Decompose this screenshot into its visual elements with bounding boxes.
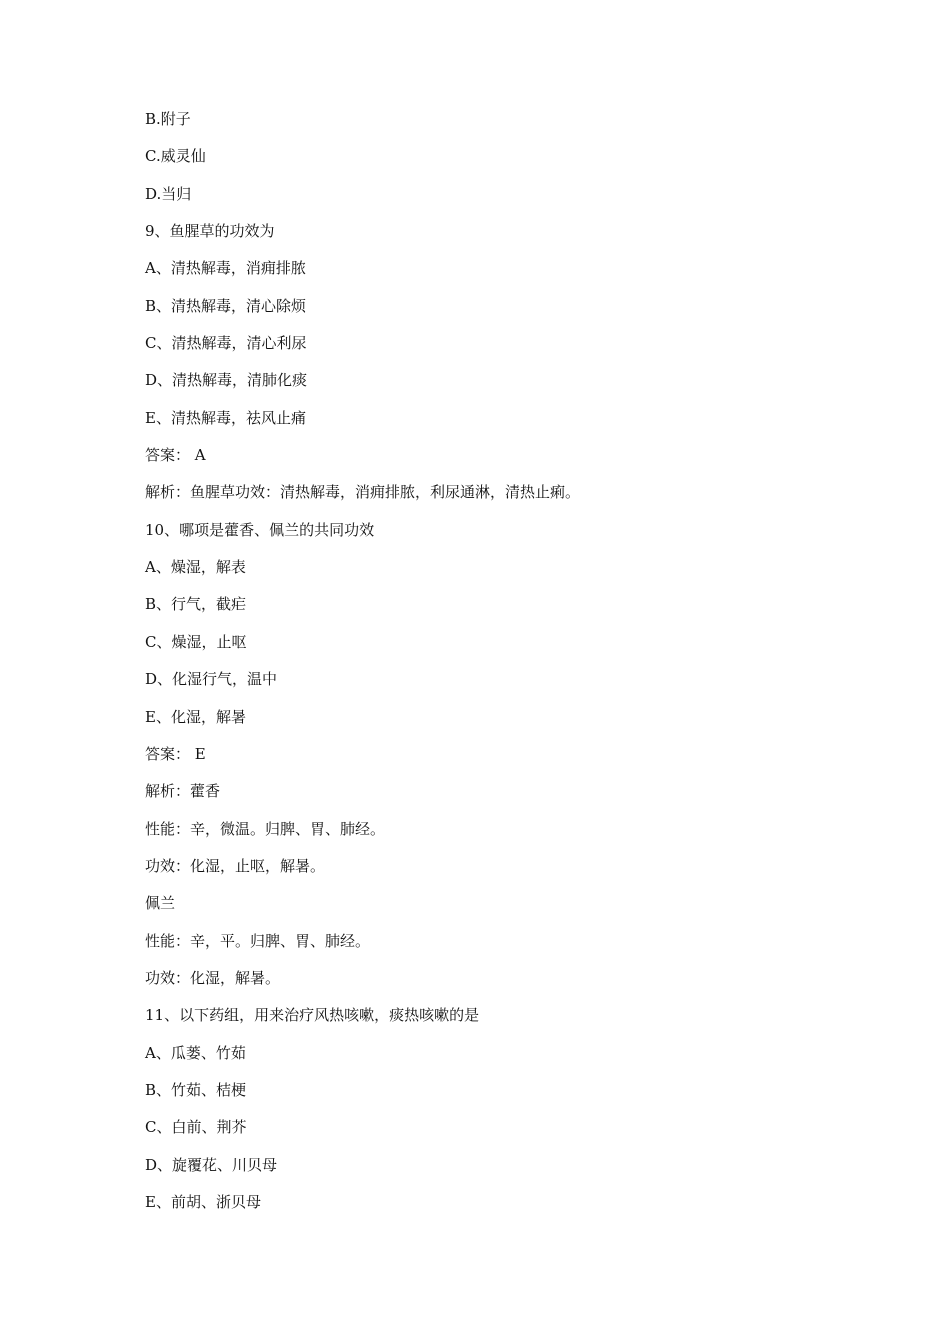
option-d-q8: D.当归 — [145, 184, 192, 203]
option-a-q10: A、燥湿，解表 — [145, 558, 246, 577]
analysis-q10-peilan-effects: 功效：化湿，解暑。 — [145, 968, 281, 987]
analysis-q10-huoxiang: 解析：藿香 — [145, 782, 221, 801]
analysis-q10-huoxiang-effects: 功效：化湿，止呕，解暑。 — [145, 856, 326, 875]
option-c-q9: C、清热解毒，清心利尿 — [145, 334, 307, 353]
option-b-q8: B.附子 — [145, 110, 191, 128]
analysis-q10-huoxiang-properties: 性能：辛，微温。归脾、胃、肺经。 — [145, 819, 386, 838]
option-e-q9: E、清热解毒，祛风止痛 — [145, 408, 306, 427]
option-a-q11: A、瓜蒌、竹茹 — [145, 1043, 246, 1062]
analysis-q9: 解析：鱼腥草功效：清热解毒，消痈排脓，利尿通淋，清热止痢。 — [145, 483, 581, 502]
option-d-q9: D、清热解毒，清肺化痰 — [145, 371, 308, 390]
analysis-q10-peilan: 佩兰 — [145, 894, 176, 913]
answer-q10: 答案： E — [145, 744, 206, 763]
option-a-q9: A、清热解毒，消痈排脓 — [145, 259, 306, 278]
option-d-q10: D、化湿行气，温中 — [145, 670, 278, 689]
option-b-q11: B、竹茹、桔梗 — [145, 1080, 247, 1099]
option-d-q11: D、旋覆花、川贝母 — [145, 1155, 278, 1174]
analysis-q10-peilan-properties: 性能：辛，平。归脾、胃、肺经。 — [145, 931, 371, 950]
option-e-q10: E、化湿，解暑 — [145, 707, 246, 726]
option-e-q11: E、前胡、浙贝母 — [145, 1192, 261, 1211]
option-b-q9: B、清热解毒，清心除烦 — [145, 296, 307, 315]
option-c-q10: C、燥湿，止呕 — [145, 632, 247, 651]
option-b-q10: B、行气，截疟 — [145, 595, 247, 614]
answer-q9: 答案： A — [145, 446, 206, 465]
question-10: 10、哪项是藿香、佩兰的共同功效 — [145, 520, 375, 539]
option-c-q11: C、白前、荆芥 — [145, 1118, 247, 1137]
question-9: 9、鱼腥草的功效为 — [145, 222, 275, 241]
document-body — [145, 108, 845, 1228]
option-c-q8: C.威灵仙 — [145, 147, 206, 166]
question-11: 11、以下药组，用来治疗风热咳嗽，痰热咳嗽的是 — [145, 1006, 480, 1025]
